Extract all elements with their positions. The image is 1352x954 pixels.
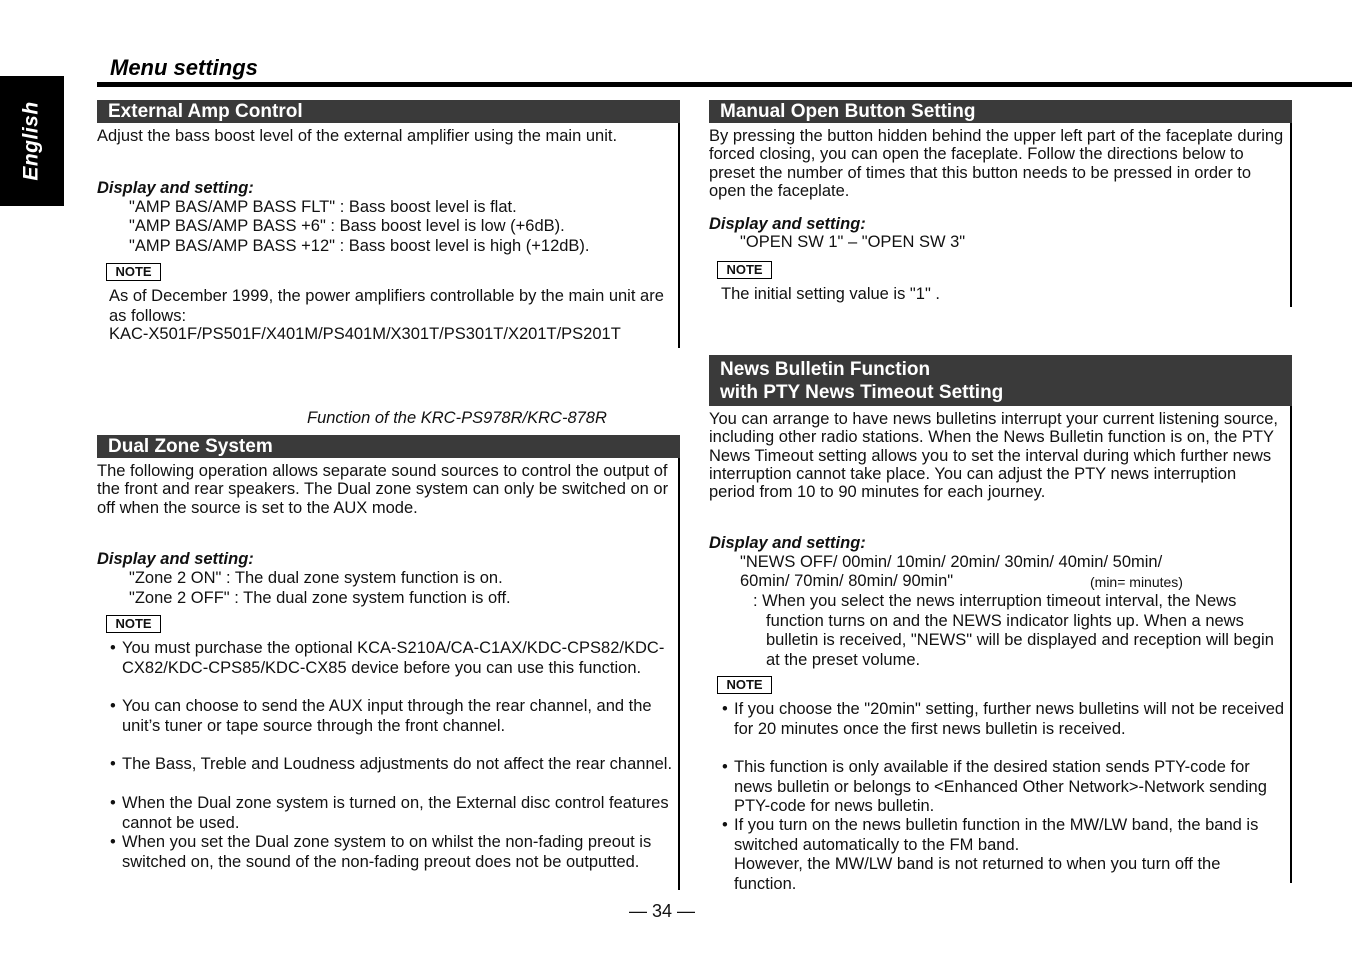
news-heading <box>709 355 1292 406</box>
ext-amp-note-models: KAC-X501F/PS501F/X401M/PS401M/X301T/PS301T/X201T/PS201T <box>109 325 621 343</box>
news-heading-line1: News Bulletin Function <box>720 359 931 380</box>
manual-open-display-label: Display and setting: <box>709 215 866 233</box>
manual-open-setting: "OPEN SW 1" – "OPEN SW 3" <box>740 233 966 251</box>
manual-open-note-text: The initial setting value is "1" . <box>721 285 940 303</box>
dual-zone-note-item: • The Bass, Treble and Loudness adjustments do not affect the rear channel. <box>108 755 677 775</box>
page-number: — 34 — <box>629 901 696 921</box>
dual-zone-rule <box>678 458 680 890</box>
news-display-label: Display and setting: <box>709 534 866 552</box>
dual-zone-note-item: • When the Dual zone system is turned on, the External disc control features cannot be used. <box>108 794 677 833</box>
ext-amp-rule <box>678 123 680 348</box>
manual-open-heading: Manual Open Button Setting <box>709 100 1292 123</box>
ext-amp-note-text: As of December 1999, the power amplifiers controllable by the main unit are as follows: <box>109 287 664 325</box>
title-divider <box>97 82 1352 87</box>
dual-zone-setting-on: "Zone 2 ON" : The dual zone system function is on. <box>129 569 503 587</box>
dual-zone-note-item: • You can choose to send the AUX input through the rear channel, and the unit’s tuner or tape source through the front channel. <box>108 697 677 736</box>
news-setting-unit: (min= minutes) <box>1090 574 1183 590</box>
dual-zone-note-item: • When you set the Dual zone system to on whilst the non-fading preout is switched on, the sound of the non-fading preout does not be outputted. <box>108 833 682 872</box>
manual-open-note-badge: NOTE <box>717 261 772 279</box>
ext-amp-setting-high: "AMP BAS/AMP BASS +12" : Bass boost level is high (+12dB). <box>129 237 590 255</box>
news-setting-line1: "NEWS OFF/ 00min/ 10min/ 20min/ 30min/ 40min/ 50min/ <box>740 553 1163 571</box>
dual-zone-display-label: Display and setting: <box>97 550 254 568</box>
news-note-extra: However, the MW/LW band is not returned to when you turn off the function. <box>734 855 1221 893</box>
page-title: Menu settings <box>110 55 258 80</box>
dual-zone-intro: The following operation allows separate sound sources to control the output of the front and rear speakers. The Dual zone system can only be switched on or off when the source is set to the AUX mode. <box>97 462 669 517</box>
ext-amp-setting-flat: "AMP BAS/AMP BASS FLT" : Bass boost level is flat. <box>129 198 517 216</box>
news-note-badge: NOTE <box>717 676 772 694</box>
news-heading-line2: with PTY News Timeout Setting <box>720 382 1004 403</box>
dual-zone-note-item: • You must purchase the optional KCA-S210A/CA-C1AX/KDC-CPS82/KDC-CX82/KDC-CPS85/KDC-CX85 device before you can use this function. <box>108 639 677 678</box>
ext-amp-heading: External Amp Control <box>97 100 680 123</box>
news-note-item: • This function is only available if the desired station sends PTY-code for news bulletin or belongs to <Enhanced Other Network>-Network sending PTY-code for news bulletin. <box>720 758 1279 817</box>
news-setting-description: : When you select the news interruption timeout interval, the News function turns on and the NEWS indicator lights up. When a news bulletin is received, "NEWS" will be displayed and reception will begin at the preset volume. <box>753 592 1274 669</box>
language-tab <box>0 76 64 206</box>
ext-amp-setting-low: "AMP BAS/AMP BASS +6" : Bass boost level is low (+6dB). <box>129 217 565 235</box>
language-tab-label: English <box>20 101 43 181</box>
ext-amp-intro: Adjust the bass boost level of the external amplifier using the main unit. <box>97 127 618 145</box>
dual-zone-heading: Dual Zone System <box>97 435 680 458</box>
news-note-item: • If you turn on the news bulletin function in the MW/LW band, the band is switched automatically to the FM band. <box>720 816 1279 855</box>
news-setting-line2: 60min/ 70min/ 80min/ 90min" <box>740 572 954 590</box>
ext-amp-display-label: Display and setting: <box>97 179 254 197</box>
ext-amp-note-badge: NOTE <box>106 263 161 281</box>
dual-zone-note-badge: NOTE <box>106 615 161 633</box>
news-rule <box>1290 406 1292 883</box>
news-note-item: • If you choose the "20min" setting, further news bulletins will not be received for 20 minutes once the first news bulletin is received. <box>720 700 1294 739</box>
dual-zone-setting-off: "Zone 2 OFF" : The dual zone system function is off. <box>129 589 511 607</box>
manual-open-intro: By pressing the button hidden behind the upper left part of the faceplate during forced closing, you can open the faceplate. Follow the directions below to preset the number of times that this button needs to be pressed in order to open the faceplate. <box>709 127 1284 200</box>
manual-open-rule <box>1290 123 1292 307</box>
function-of-label: Function of the KRC-PS978R/KRC-878R <box>307 409 607 427</box>
news-intro: You can arrange to have news bulletins interrupt your current listening source, including other radio stations. When the News Bulletin function is on, the PTY News Timeout setting allows you to set the interval during which further news interruption cannot take place. You can adjust the PTY news interruption period from 10 to 90 minutes for each journey. <box>709 410 1278 502</box>
